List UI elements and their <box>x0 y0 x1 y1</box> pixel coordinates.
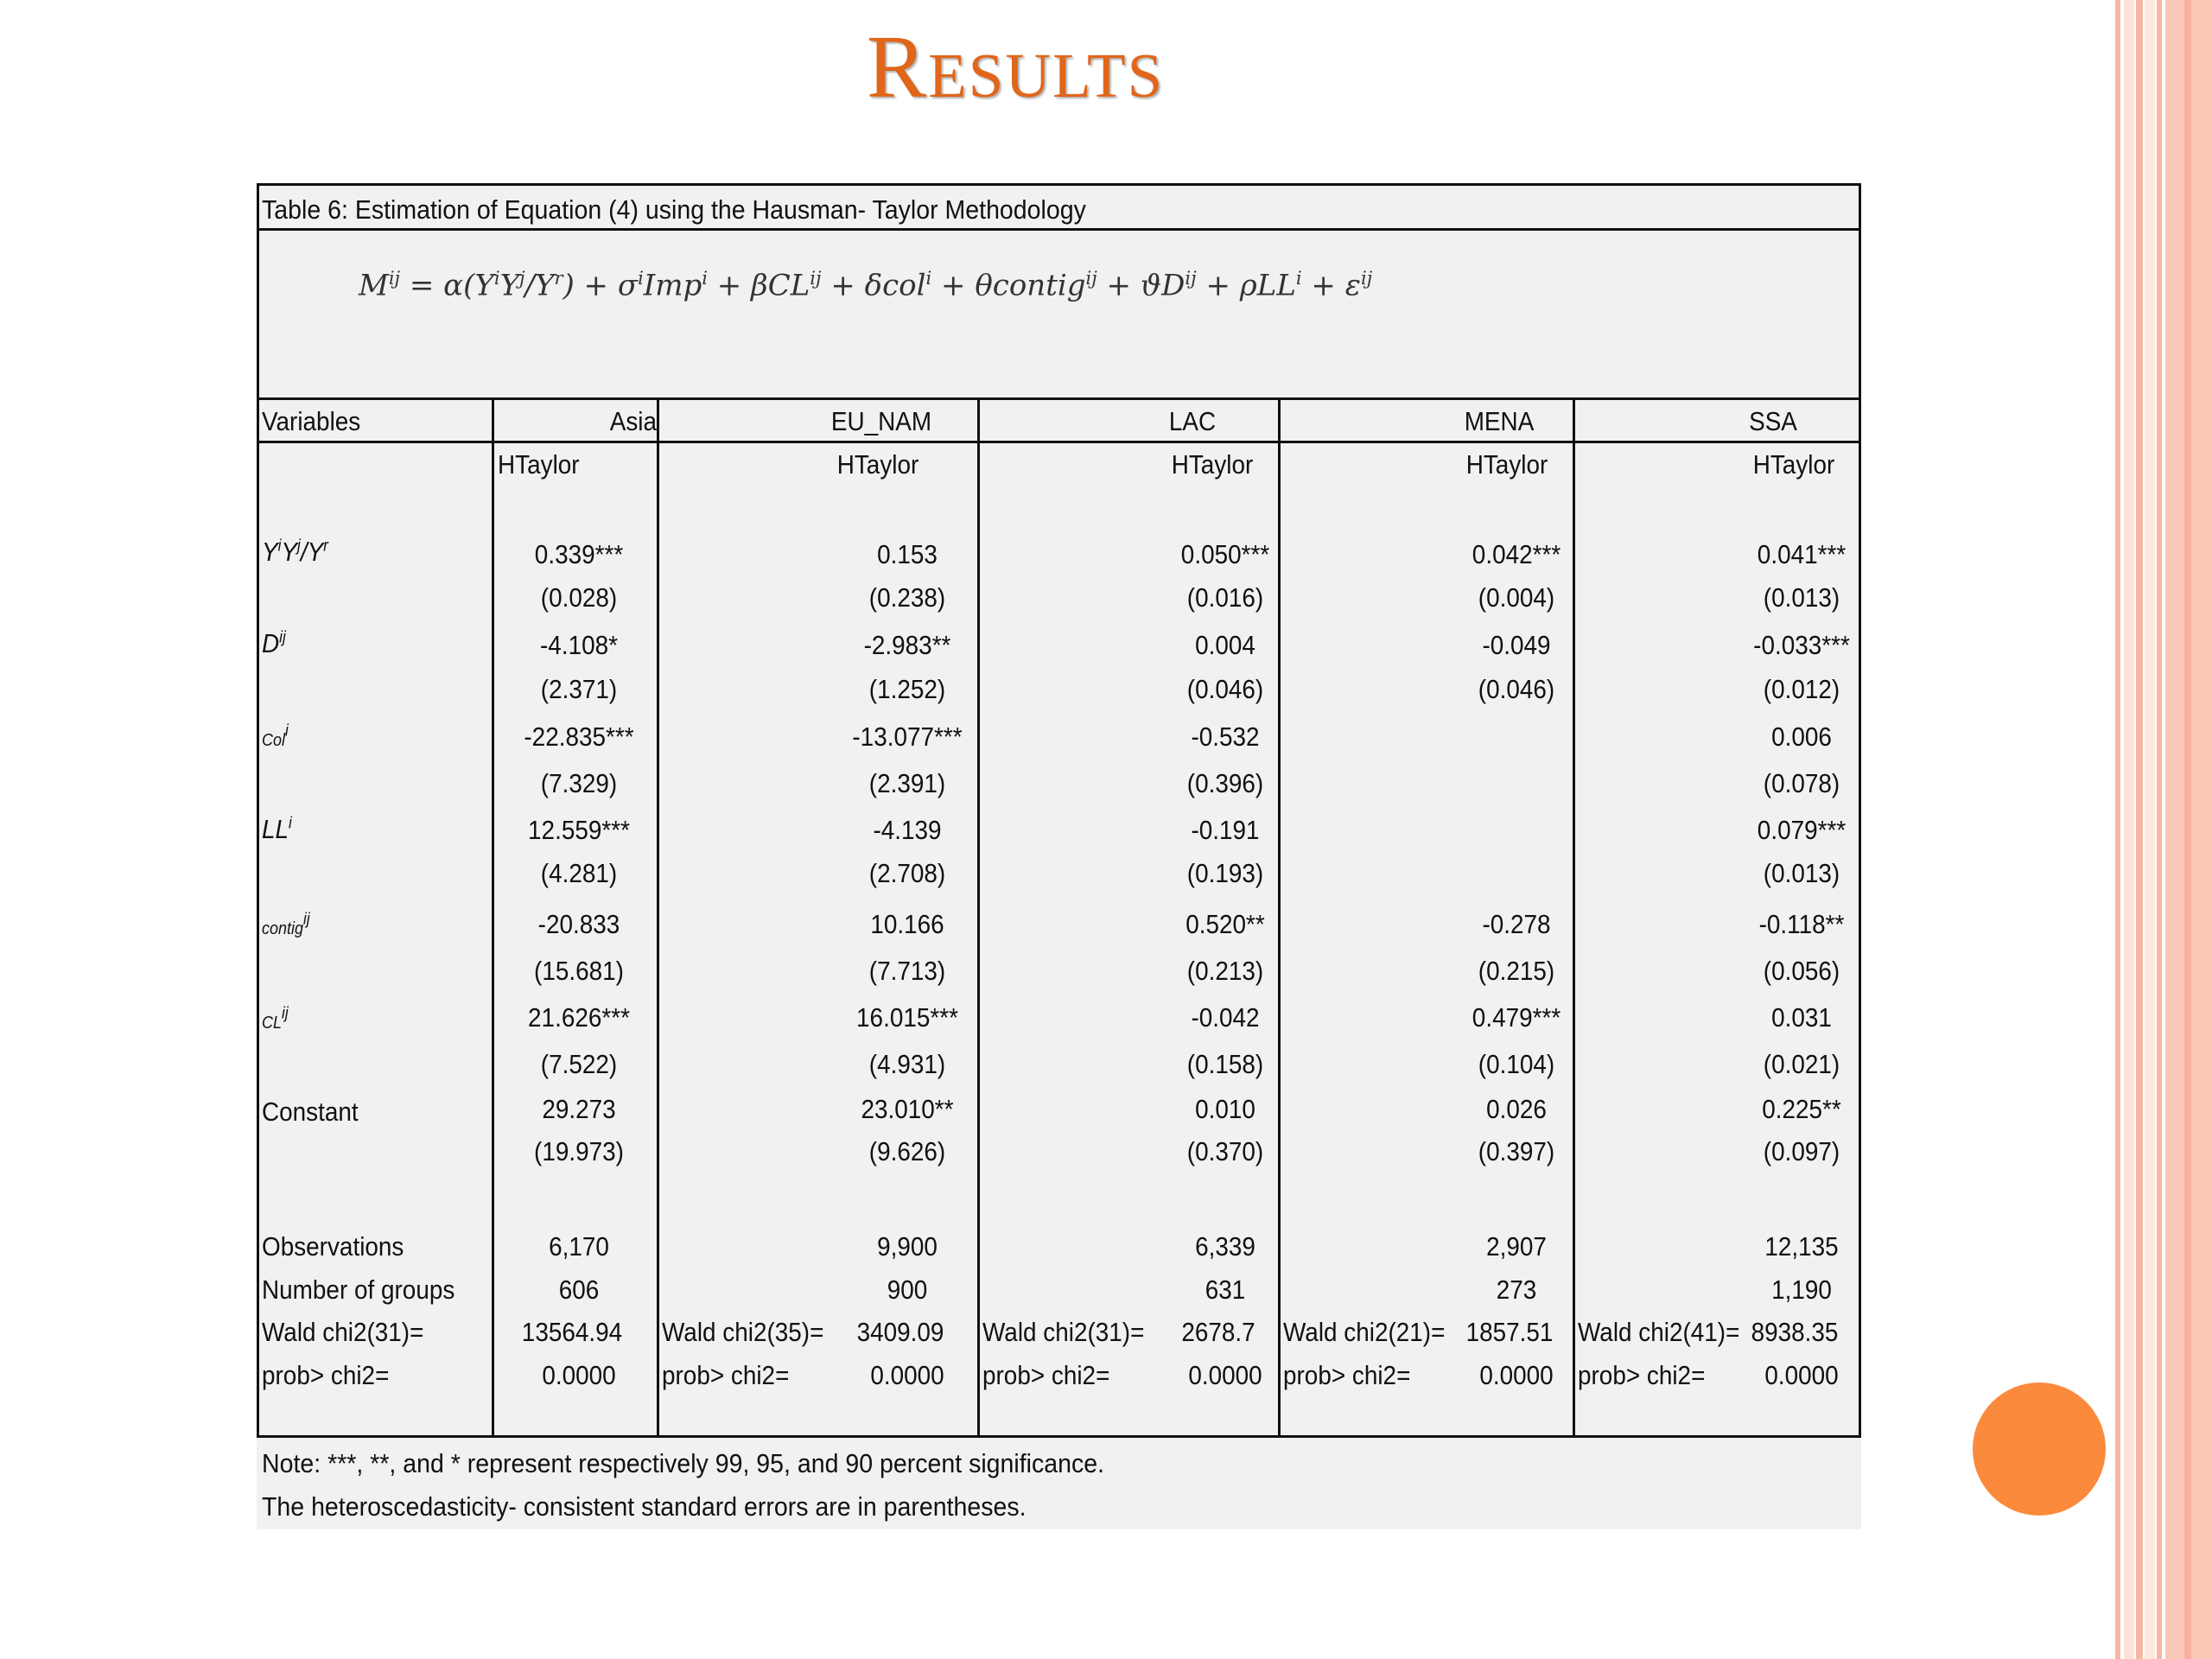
prob-label: prob> chi2= <box>262 1360 390 1390</box>
decorative-stripe <box>2157 0 2162 1659</box>
wald-label: Wald chi2(35)= <box>662 1317 824 1347</box>
equation: $M^{ij} = \alpha(Y^iY^j/Y^r) + \sigma^iImp^i + \beta CL^{ij} + \delta col^i$ + θcontig$^{ij}$ + $ϑD^{ij} + \rho LL^i + \varepsilon^{ij}$ <box>359 268 1373 303</box>
method-label: HTaylor <box>1465 449 1548 480</box>
se-cell: (7.522) <box>540 1049 618 1079</box>
se-cell: (0.056) <box>1763 956 1840 986</box>
groups-value: 631 <box>1205 1274 1246 1305</box>
coef-cell: -0.118** <box>1758 909 1845 939</box>
se-cell: (0.078) <box>1763 768 1840 798</box>
wald-value: 13564.94 <box>521 1317 623 1347</box>
se-cell: (19.973) <box>534 1136 624 1166</box>
se-cell: (0.238) <box>868 582 946 613</box>
var-label: contig$^{ij}$ <box>262 910 310 938</box>
se-cell: (0.215) <box>1478 956 1555 986</box>
header-ssa: SSA <box>1749 406 1797 436</box>
method-label: HTaylor <box>1171 449 1254 480</box>
se-cell: (0.028) <box>540 582 618 613</box>
coef-cell: -13.077*** <box>852 721 963 752</box>
var-label: $CL^{ij}$ <box>262 1004 289 1033</box>
observations-value: 6,170 <box>549 1231 609 1262</box>
prob-value: 0.0000 <box>870 1360 944 1390</box>
table-note <box>257 1438 1861 1529</box>
se-cell: (0.016) <box>1186 582 1264 613</box>
prob-value: 0.0000 <box>1188 1360 1262 1390</box>
groups-value: 273 <box>1496 1274 1537 1305</box>
coef-cell: 0.050*** <box>1180 539 1270 569</box>
var-label: Constant <box>262 1096 359 1127</box>
se-cell: (7.713) <box>868 956 946 986</box>
coef-cell: 0.520** <box>1185 909 1265 939</box>
se-cell: (0.013) <box>1763 858 1840 888</box>
coef-cell: 21.626*** <box>528 1002 630 1033</box>
se-cell: (0.004) <box>1478 582 1555 613</box>
se-cell: (2.708) <box>868 858 946 888</box>
slide-title: Results <box>866 17 1165 117</box>
results-table <box>257 183 1861 1438</box>
groups-label: Number of groups <box>262 1274 455 1305</box>
se-cell: (0.370) <box>1186 1136 1264 1166</box>
coef-cell: -0.278 <box>1482 909 1551 939</box>
se-cell: (9.626) <box>868 1136 946 1166</box>
wald-label: Wald chi2(31)= <box>262 1317 424 1347</box>
prob-value: 0.0000 <box>1479 1360 1554 1390</box>
prob-value: 0.0000 <box>1764 1360 1839 1390</box>
divider <box>259 397 1859 400</box>
coef-cell: -0.191 <box>1191 815 1260 845</box>
coef-cell: 0.339*** <box>534 539 624 569</box>
column-divider <box>977 397 980 1435</box>
coef-cell: 0.479*** <box>1471 1002 1561 1033</box>
se-cell: (0.158) <box>1186 1049 1264 1079</box>
prob-label: prob> chi2= <box>982 1360 1110 1390</box>
wald-value: 8938.35 <box>1751 1317 1839 1347</box>
wald-value: 3409.09 <box>856 1317 944 1347</box>
column-divider <box>657 397 659 1435</box>
groups-value: 606 <box>558 1274 600 1305</box>
coef-cell: 16.015*** <box>856 1002 958 1033</box>
decorative-stripe <box>2115 0 2120 1659</box>
se-cell: (0.396) <box>1186 768 1264 798</box>
column-divider <box>1573 397 1575 1435</box>
coef-cell: 0.010 <box>1195 1094 1255 1124</box>
wald-value: 1857.51 <box>1465 1317 1554 1347</box>
coef-cell: -4.139 <box>873 815 942 845</box>
se-cell: (0.193) <box>1186 858 1264 888</box>
method-label: HTaylor <box>1752 449 1835 480</box>
coef-cell: -4.108* <box>540 630 618 660</box>
se-cell: (4.281) <box>540 858 618 888</box>
se-cell: (0.021) <box>1763 1049 1840 1079</box>
se-cell: (2.371) <box>540 674 618 704</box>
coef-cell: 12.559*** <box>528 815 630 845</box>
prob-label: prob> chi2= <box>1578 1360 1706 1390</box>
se-cell: (1.252) <box>868 674 946 704</box>
divider <box>259 228 1859 231</box>
se-cell: (0.397) <box>1478 1136 1555 1166</box>
se-cell: (0.046) <box>1478 674 1555 704</box>
observations-value: 2,907 <box>1486 1231 1547 1262</box>
coef-cell: 23.010** <box>861 1094 954 1124</box>
decorative-stripe <box>2124 0 2134 1659</box>
wald-label: Wald chi2(21)= <box>1283 1317 1446 1347</box>
decorative-stripe <box>2145 0 2155 1659</box>
var-label: $Y^iY^j/Y^r$ <box>262 537 328 567</box>
coef-cell: 0.153 <box>877 539 938 569</box>
wald-value: 2678.7 <box>1181 1317 1255 1347</box>
coef-cell: -20.833 <box>537 909 620 939</box>
column-divider <box>1278 397 1281 1435</box>
coef-cell: -0.532 <box>1191 721 1260 752</box>
decorative-stripe <box>2136 0 2143 1659</box>
se-cell: (7.329) <box>540 768 618 798</box>
coef-cell: 0.041*** <box>1757 539 1847 569</box>
observations-label: Observations <box>262 1231 404 1262</box>
observations-value: 12,135 <box>1764 1231 1839 1262</box>
coef-cell: 0.026 <box>1486 1094 1547 1124</box>
prob-label: prob> chi2= <box>662 1360 790 1390</box>
coef-cell: -22.835*** <box>524 721 634 752</box>
header-asia: Asia <box>609 406 657 436</box>
se-cell: (0.097) <box>1763 1136 1840 1166</box>
coef-cell: 0.225** <box>1762 1094 1841 1124</box>
header-mena: MENA <box>1464 406 1535 436</box>
note-line: The heteroscedasticity- consistent standard errors are in parentheses. <box>262 1491 1027 1522</box>
groups-value: 900 <box>887 1274 928 1305</box>
se-cell: (15.681) <box>534 956 624 986</box>
se-cell: (2.391) <box>868 768 946 798</box>
se-cell: (0.046) <box>1186 674 1264 704</box>
method-label: HTaylor <box>498 449 580 480</box>
coef-cell: -0.042 <box>1191 1002 1260 1033</box>
decorative-circle <box>1973 1382 2106 1516</box>
prob-label: prob> chi2= <box>1283 1360 1411 1390</box>
divider <box>259 441 1859 443</box>
coef-cell: 0.042*** <box>1471 539 1561 569</box>
var-label: $LL^i$ <box>262 814 292 844</box>
var-label: $D^{ij}$ <box>262 628 286 658</box>
coef-cell: 0.006 <box>1771 721 1832 752</box>
coef-cell: 0.004 <box>1195 630 1255 660</box>
header-lac: LAC <box>1168 406 1217 436</box>
header-eu-nam: EU_NAM <box>830 406 932 436</box>
method-label: HTaylor <box>836 449 919 480</box>
coef-cell: 0.079*** <box>1757 815 1847 845</box>
coef-cell: -0.049 <box>1482 630 1551 660</box>
se-cell: (0.104) <box>1478 1049 1555 1079</box>
column-divider <box>492 397 494 1435</box>
observations-value: 6,339 <box>1195 1231 1255 1262</box>
coef-cell: -0.033*** <box>1753 630 1850 660</box>
header-variables: Variables <box>262 406 361 436</box>
table-caption: Table 6: Estimation of Equation (4) using the Hausman- Taylor Methodology <box>262 194 1086 225</box>
decorative-stripe <box>2184 0 2191 1659</box>
se-cell: (0.213) <box>1186 956 1264 986</box>
var-label: Col$^i$ <box>262 721 289 750</box>
wald-label: Wald chi2(31)= <box>982 1317 1145 1347</box>
coef-cell: 29.273 <box>542 1094 616 1124</box>
coef-cell: -2.983** <box>863 630 951 660</box>
coef-cell: 0.031 <box>1771 1002 1832 1033</box>
coef-cell: 10.166 <box>870 909 944 939</box>
se-cell: (0.013) <box>1763 582 1840 613</box>
se-cell: (4.931) <box>868 1049 946 1079</box>
note-line: Note: ***, **, and * represent respectively 99, 95, and 90 percent significance. <box>262 1448 1105 1478</box>
wald-label: Wald chi2(41)= <box>1578 1317 1740 1347</box>
se-cell: (0.012) <box>1763 674 1840 704</box>
observations-value: 9,900 <box>877 1231 938 1262</box>
groups-value: 1,190 <box>1771 1274 1832 1305</box>
prob-value: 0.0000 <box>542 1360 616 1390</box>
